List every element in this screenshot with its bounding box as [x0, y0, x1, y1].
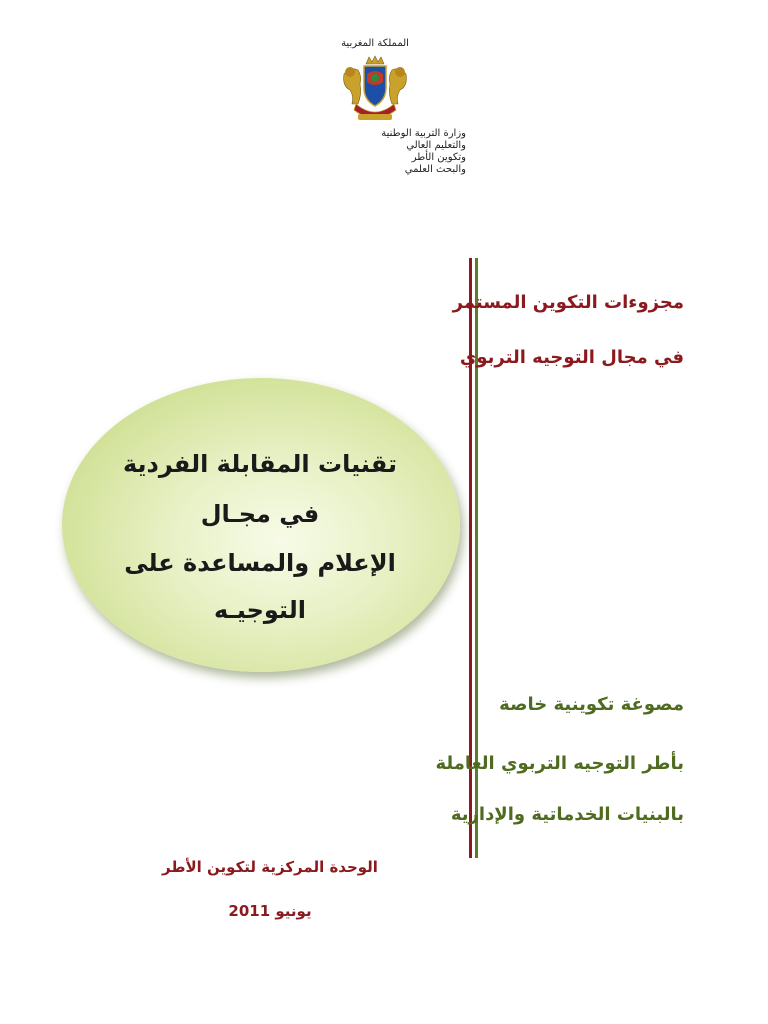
audience-line3: بالبنيات الخدماتية والإدارية: [450, 804, 684, 825]
main-title-line4: التوجيـه: [214, 596, 306, 624]
series-title-line2: في مجال التوجيه التربوي: [459, 347, 684, 368]
ministry-line: والبحث العلمي: [404, 164, 466, 175]
ministry-name: [296, 128, 466, 176]
main-title-line1: تقنيات المقابلة الفردية: [122, 450, 398, 478]
central-unit-label: الوحدة المركزية لتكوين الأطر: [162, 858, 378, 876]
ministry-line: وزارة التربية الوطنية: [381, 128, 466, 139]
kingdom-label: المملكة المغربية: [341, 38, 409, 49]
audience-line1: مصوغة تكوينية خاصة: [499, 694, 684, 715]
coat-of-arms-icon: [336, 54, 414, 126]
ministry-line: والتعليم العالي: [406, 140, 466, 151]
main-title-line3: الإعلام والمساعدة على: [124, 549, 396, 577]
main-title-line2: في مجـال: [200, 500, 320, 528]
publication-date: يونيو 2011: [228, 902, 312, 920]
audience-line2: بأطر التوجيه التربوي العاملة: [435, 753, 684, 774]
series-title-line1: مجزوءات التكوين المستمر: [452, 292, 684, 313]
ministry-line: وتكوين الأطر: [411, 152, 466, 163]
